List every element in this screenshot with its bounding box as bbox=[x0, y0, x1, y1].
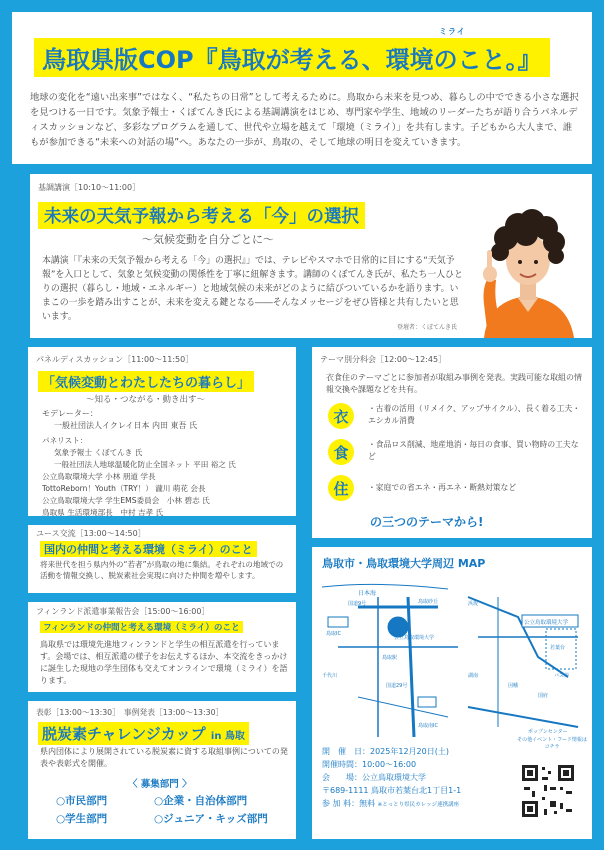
panelist-block bbox=[42, 435, 236, 516]
categories-heading: 〈 募集部門 〉 bbox=[128, 779, 192, 790]
header-card bbox=[12, 12, 592, 164]
theme-char-clothing: 衣 bbox=[328, 403, 354, 429]
panelist-item: 公立鳥取環境大学 小林 朋道 学長 bbox=[42, 472, 156, 481]
map-label-sendai: 千代川 bbox=[322, 673, 338, 679]
theme-char-food: 食 bbox=[328, 439, 354, 465]
panelist-item: TottoReborn！Youth（TRY！） 瀧川 萌花 会長 bbox=[42, 484, 206, 493]
finland-title: フィンランドの仲間と考える環境（ミライ）のこと bbox=[40, 621, 243, 633]
panelist-label: パネリスト： bbox=[42, 436, 88, 445]
keynote-subtitle: ～気候変動を自分ごとに～ bbox=[142, 233, 274, 246]
info-fee-note: ※とっとり県民カレッジ連携講座 bbox=[377, 802, 460, 808]
map-card bbox=[312, 547, 592, 839]
event-title-main: 『鳥取が考える、環境のこと。』 bbox=[193, 46, 542, 74]
info-time: 開催時間：10:00～16:00 bbox=[322, 760, 417, 769]
map-label-wakaba: 若葉台 bbox=[550, 645, 566, 651]
panelist-item: 気象予報士 くぼてんき 氏 bbox=[54, 448, 143, 457]
map-label-inaba: 因幡 bbox=[508, 683, 519, 689]
keynote-tag: 基調講演［10:10～11:00］ bbox=[38, 183, 141, 192]
info-date: 開 催 日：2025年12月20日(土) bbox=[322, 747, 449, 756]
info-address: 〒689-1111 鳥取市若葉台北1丁目1-1 bbox=[322, 786, 462, 795]
category-citizen: ○市民部門 bbox=[56, 795, 108, 807]
theme-desc-housing: ・家庭での省エネ・再エネ・断熱対策など bbox=[368, 483, 517, 492]
youth-card bbox=[28, 525, 296, 593]
map-label-ic: 鳥取IC bbox=[326, 631, 341, 637]
youth-title: 国内の仲間と考える環境（ミライ）のこと bbox=[40, 541, 257, 557]
moderator-name: 一般社団法人イクレイ日本 内田 東吾 氏 bbox=[54, 421, 198, 430]
event-info bbox=[322, 745, 508, 812]
theme-text: 衣食住のテーマごとに参加者が取組み事例を発表。実践可能な取組の情報交換や課題などを共有。 bbox=[326, 373, 582, 394]
map-label-univ: 公立鳥取環境大学 bbox=[394, 635, 435, 641]
map-label-route9: 国道9号 bbox=[348, 601, 367, 607]
speaker-photo bbox=[470, 208, 588, 338]
youth-tag: ユース交流［13:00～14:50］ bbox=[36, 529, 146, 538]
keynote-card bbox=[30, 174, 592, 338]
map-title: 鳥取市・鳥取環境大学周辺 MAP bbox=[322, 557, 486, 570]
panelist-item: 公立鳥取環境大学 学生EMS委員会 小林 碧志 氏 bbox=[42, 496, 210, 505]
decarb-text: 県内団体により展開されている脱炭素に資する取組事例についての発表や表彰式を開催。 bbox=[40, 747, 288, 768]
keynote-title: 未来の天気予報から考える「今」の選択 bbox=[38, 202, 365, 229]
decarb-title-main: 脱炭素チャレンジカップ bbox=[42, 725, 206, 743]
qr-label: その他イベント・フード情報はコチラ bbox=[517, 737, 587, 750]
decarb-card bbox=[28, 701, 296, 839]
finland-tag: フィンランド派遣事業報告会［15:00～16:00］ bbox=[36, 607, 210, 616]
map-label-kokufu: 国府 bbox=[538, 693, 549, 699]
info-fee: 参 加 料：無料 bbox=[322, 799, 376, 808]
finland-card bbox=[28, 602, 296, 692]
map-label-route29: 国道29号 bbox=[386, 683, 408, 689]
panelist-item: 一般社団法人地球温暖化防止全国ネット 平田 裕之 氏 bbox=[54, 460, 236, 469]
info-venue: 会 場：公立鳥取環境大学 bbox=[322, 773, 426, 782]
category-business: ○企業・自治体部門 bbox=[154, 795, 248, 807]
panel-tag: パネルディスカッション［11:00～11:50］ bbox=[36, 355, 194, 364]
category-junior: ○ジュニア・キッズ部門 bbox=[154, 813, 268, 825]
finland-text: 鳥取県では環境先進地フィンランドと学生の相互派遣を行っています。会場では、相互派遣の様子をお伝えするほか、本交流をきっかけに誕生した現地の学生団体も交えてオンラインで環境（ミライ）を語ります。 bbox=[40, 640, 288, 685]
theme-footer: の三つのテーマから! bbox=[370, 515, 484, 529]
map-label-univ2: 公立鳥取環境大学 bbox=[524, 620, 569, 626]
event-title-prefix: 鳥取県版COP bbox=[42, 46, 194, 74]
panel-card bbox=[28, 347, 296, 516]
map-label-ic2: 鳥取南IC bbox=[418, 723, 438, 729]
area-map bbox=[318, 577, 586, 741]
qr-code-icon[interactable] bbox=[520, 763, 576, 819]
theme-desc-food: ・食品ロス削減、地産地消・毎日の食事、買い物時の工夫など bbox=[368, 440, 579, 461]
title-ruby: ミライ bbox=[439, 27, 466, 36]
decarb-title-suffix: in 鳥取 bbox=[210, 731, 245, 742]
map-label-sakyu: 鳥取砂丘 bbox=[418, 599, 439, 605]
youth-text: 将来世代を担う県内外の“若者”が鳥取の地に集結。それぞれの地域での活動を情報交換し、脱炭素社会実現に向けた仲間を増やします。 bbox=[40, 560, 284, 580]
map-label-bus: バス停 bbox=[554, 673, 570, 679]
category-student: ○学生部門 bbox=[56, 813, 108, 825]
map-label-station: 鳥取駅 bbox=[382, 655, 398, 661]
panelist-item: 鳥取県 生活環境部長 中村 吉孝 氏 bbox=[42, 508, 164, 516]
map-label-sea: 日本海 bbox=[358, 590, 377, 597]
theme-card bbox=[312, 347, 592, 538]
map-label-center: ポップンセンター bbox=[528, 729, 568, 735]
panel-title: 「気候変動とわたしたちの暮らし」 bbox=[38, 371, 254, 392]
map-label-konan: 湖南 bbox=[468, 673, 479, 679]
map-label-hamasaka: 浜坂 bbox=[468, 601, 479, 607]
moderator-label: モデレーター： bbox=[42, 409, 98, 418]
event-title bbox=[34, 27, 550, 77]
keynote-credit: 登壇者：くぼてんき氏 bbox=[397, 324, 458, 331]
decarb-title bbox=[38, 722, 249, 745]
theme-tag: テーマ別分科会［12:00～12:45］ bbox=[320, 355, 447, 364]
moderator-block bbox=[42, 408, 197, 432]
intro-text: 地球の変化を“遠い出来事”ではなく、“私たちの日常”として考えるために。鳥取から未来を見つめ、暮らしの中でできる小さな選択を見つける一日です。気象予報士・くぼてんき氏による基調講演をはじめ、専門家や学生、地域のリーダーたちが語り合うパネルディスカッションなど、多彩なプログラムを通して、世代や立場を越えて「環境（ミライ）」を共有します。子どもから大人まで、誰もが参加できる“未来への対話の場”へ。あなたの一歩が、鳥取の、そして地球の明日を変えていきます。 bbox=[30, 92, 579, 148]
decarb-tag: 表彰［13:00～13:30］ 事例発表［13:00～13:30］ bbox=[36, 708, 224, 717]
panel-subtitle: ～知る・つながる・動き出す～ bbox=[86, 395, 206, 405]
theme-desc-clothing: ・古着の活用（リメイク、アップサイクル）、長く着る工夫・エシカル消費 bbox=[368, 404, 581, 425]
keynote-text: 本講演「『未来の天気予報から考える「今」の選択』」では、テレビやスマホで日常的に目にする“天気予報”を入口として、気象と気候変動の関係性を丁寧に紐解きます。講師のくぼてんき氏が、私たち一人ひとりの選択（暮らし・地域・エネルギー）と地域気候の未来がどのように結びついているかを語ります。いまこの一歩を踏み出すことが、未来を変える鍵となる――そんなメッセージをぜひ皆様と共有したいと思います。 bbox=[42, 256, 463, 322]
theme-char-housing: 住 bbox=[328, 475, 354, 501]
